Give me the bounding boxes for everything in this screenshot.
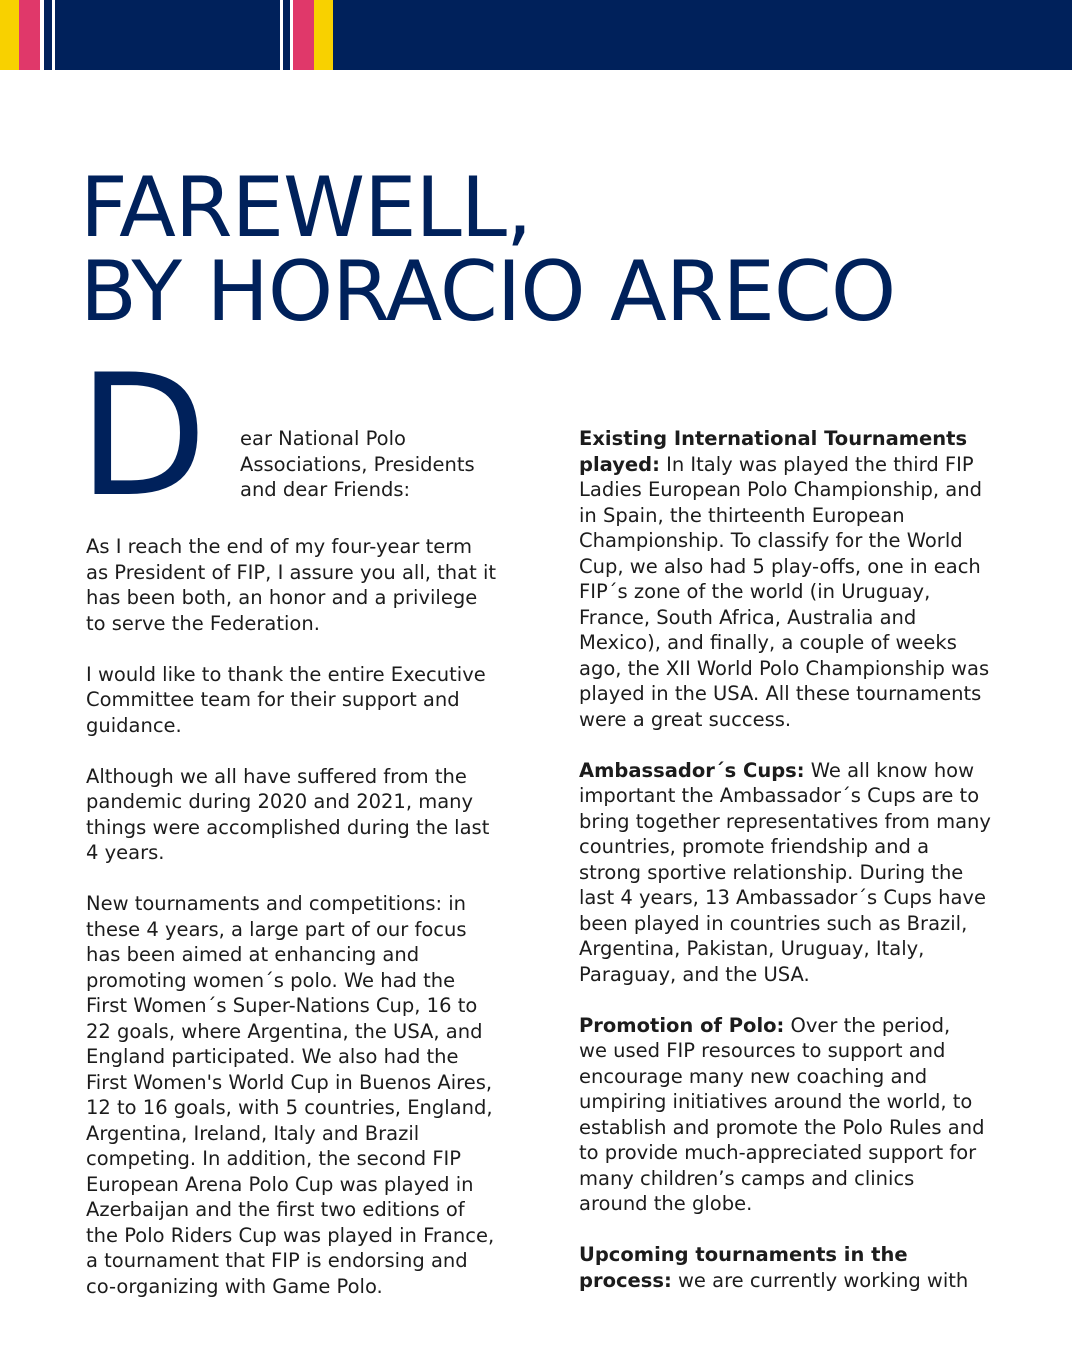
left-column — [86, 534, 546, 1325]
header-stripe-white — [52, 0, 55, 70]
section-ambassadors-cups — [579, 758, 1049, 988]
section-promotion-of-polo — [579, 1013, 1049, 1217]
header-bar — [0, 0, 1072, 70]
header-stripe-yellow — [314, 0, 333, 70]
paragraph: I would like to thank the entire Executive Committee team for their support and guidance. — [86, 662, 486, 737]
header-stripe-white — [280, 0, 283, 70]
section-heading: Existing International Tournaments played: — [579, 427, 968, 476]
section-body: Over the period, we used FIP resources to support and encourage many new coaching and umpiring initiatives around the world, to establish and promote the Polo Rules and to provide much-appreciated support for many children’s camps and clinics around the globe. — [579, 1013, 985, 1215]
paragraph: Although we all have suffered from the pandemic during 2020 and 2021, many things were accomplished during the last 4 years. — [86, 764, 490, 864]
paragraph: As I reach the end of my four-year term as President of FIP, I assure you all, that it has been both, an honor and a privilege to serve the Federation. — [86, 535, 497, 635]
header-stripe-pink — [19, 0, 40, 70]
section-heading: Promotion of Polo: — [579, 1013, 785, 1037]
title-line-2: BY HORACIO ARECO — [80, 243, 896, 340]
header-stripe-white — [40, 0, 44, 70]
header-stripe-yellow — [0, 0, 19, 70]
section-upcoming-tournaments — [579, 1242, 1049, 1293]
right-column — [579, 426, 1049, 1319]
header-stripe-pink — [293, 0, 314, 70]
section-heading: Upcoming tournaments in the process: — [579, 1243, 908, 1292]
section-body: In Italy was played the third FIP Ladies European Polo Championship, and in Spain, the thirteenth European Championship. To classify for the World Cup, we also had 5 play-offs, one in each FIP´s zone of the world (in Uruguay, France, South Africa, Australia and Mexico), and finally, a couple of weeks ago, the XII World Polo Championship was played in the USA. All these tournaments were a great success. — [579, 452, 990, 731]
section-body: We all know how important the Ambassador´s Cups are to bring together representatives from many countries, promote friendship and a strong sportive relationship. During the last 4 years, 13 Ambassador´s Cups have been played in countries such as Brazil, Argentina, Pakistan, Uruguay, Italy, Paraguay, and the USA. — [579, 758, 991, 986]
drop-cap: D — [78, 338, 208, 534]
page-title — [80, 159, 896, 340]
section-body: we are currently working with — [671, 1268, 969, 1292]
section-heading: Ambassador´s Cups: — [579, 758, 805, 782]
section-existing-tournaments — [579, 426, 1049, 732]
paragraph: New tournaments and competitions: in these 4 years, a large part of our focus has been aimed at enhancing and promoting women´s polo. We had the First Women´s Super-Nations Cup, 16 to 22 goals, where Argentina, the USA, and England participated. We also had the First Women's World Cup in Buenos Aires, 12 to 16 goals, with 5 countries, England, Argentina, Ireland, Italy and Brazil competing. In addition, the second FIP European Arena Polo Cup was played in Azerbaijan and the first two editions of the Polo Riders Cup was played in France, a tournament that FIP is endorsing and co-organizing with Game Polo. — [86, 892, 495, 1298]
title-line-1: FAREWELL, — [80, 159, 532, 256]
salutation: ear National Polo Associations, Presidents and dear Friends: — [240, 427, 475, 501]
